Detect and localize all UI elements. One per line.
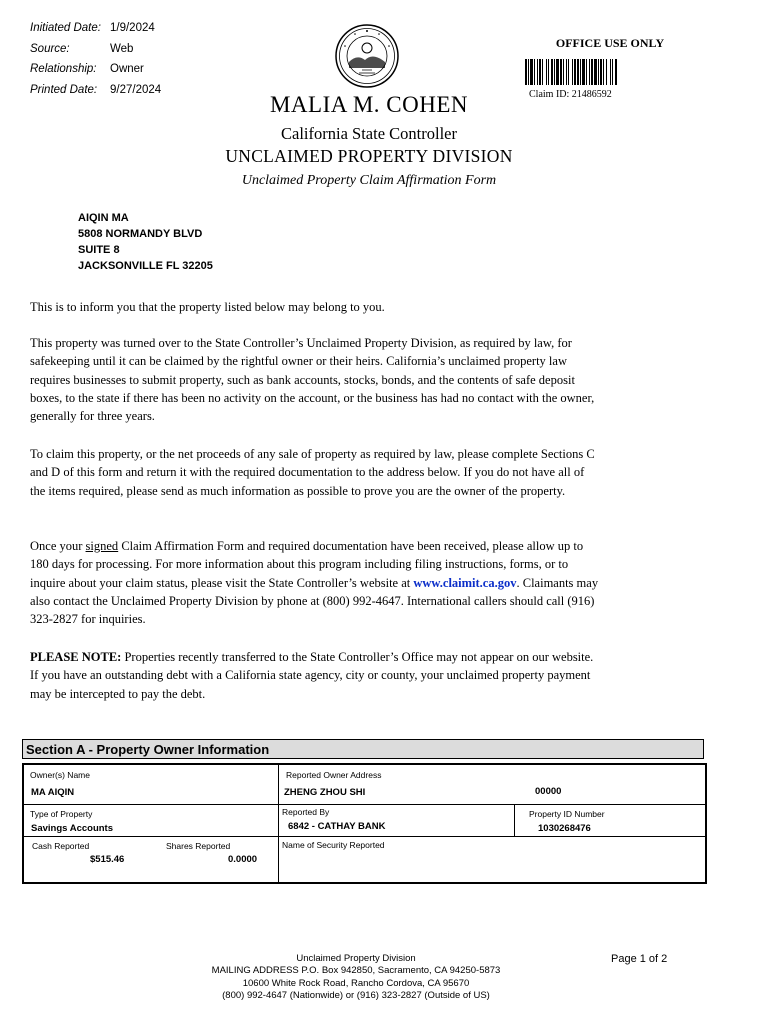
paragraph-processing: Once your signed Claim Affirmation Form and required documentation have been received, please allow up to 180 days for processing. For more information about this program including filing instructions, forms, or to inquire about your claim status, please visit the State Controller’s website at www.claimit.ca.gov. Claimants may also contact the Unclaimed Property Division by phone at (800) 992-4647. International callers should call (916) 323-2827 for inquiries. (30, 539, 599, 627)
footer-street-address: 10600 White Rock Road, Rancho Cordova, CA 95670 (242, 977, 470, 989)
reported-by-value: 6842 - CATHAY BANK (288, 821, 386, 832)
printed-date-label: Printed Date: (30, 83, 98, 96)
relationship-value: Owner (110, 63, 144, 75)
reported-address-zip: 00000 (535, 786, 562, 797)
owner-name-value: MA AIQIN (31, 787, 75, 798)
source-row (30, 43, 161, 64)
relationship-row (30, 63, 161, 84)
property-id-value: 1030268476 (538, 823, 591, 834)
recipient-city-state-zip: JACKSONVILLE FL 32205 (78, 260, 213, 272)
property-type-label: Type of Property (30, 809, 93, 819)
source-label: Source: (30, 42, 70, 55)
initiated-date-row (30, 22, 161, 43)
paragraph-how-to-claim: To claim this property, or the net proceeds of any sale of property as required by law, please complete Sections C and D of this form and return it with the required documentation to the address below. If you do not have all of the items required, please send as much information as possible to prove you are the owner of the property. (30, 447, 595, 498)
paragraph-please-note: PLEASE NOTE: Properties recently transferred to the State Controller’s Office may not appear on our website. If you have an outstanding debt with a California state agency, city or county, your unclaimed property payment may be intercepted to pay the debt. (30, 650, 594, 701)
shares-reported-value: 0.0000 (228, 854, 258, 865)
office-use-block (525, 36, 695, 100)
footer-division: Unclaimed Property Division (296, 953, 416, 964)
printed-date-row (30, 84, 161, 105)
section-a-table (22, 763, 707, 884)
cash-reported-value: $515.46 (90, 854, 125, 865)
cash-reported-label: Cash Reported (32, 841, 90, 851)
security-name-label: Name of Security Reported (282, 840, 385, 850)
claimit-website-link[interactable]: www.claimit.ca.gov (413, 575, 517, 590)
state-controller-seal-icon (335, 24, 399, 88)
relationship-label: Relationship: (30, 63, 97, 75)
source-value: Web (110, 42, 134, 55)
initiated-date-label: Initiated Date: (30, 22, 101, 34)
page-number: Page 1 of 2 (611, 953, 668, 965)
office-use-title: OFFICE USE ONLY (555, 36, 665, 50)
shares-reported-label: Shares Reported (166, 841, 231, 851)
footer-address (150, 953, 562, 1002)
recipient-address (78, 210, 213, 274)
reported-by-label: Reported By (282, 807, 330, 817)
recipient-name: AIQIN MA (78, 212, 129, 224)
paragraph-intro: This is to inform you that the property listed below may belong to you. (30, 300, 385, 314)
controller-title: California State Controller (281, 124, 457, 143)
form-title: Unclaimed Property Claim Affirmation Form (241, 173, 497, 188)
reported-address-label: Reported Owner Address (286, 770, 382, 780)
paragraph-property-info: This property was turned over to the State Controller’s Unclaimed Property Division, as required by law, for safekeeping until it can be claimed by the rightful owner or their heirs. California’s unclaimed property law requires businesses to submit property, such as bank accounts, stocks, bonds, and the contents of safe deposit boxes, to the state if there has been no activity on the account, or the business has had no contact with the owner, generally for three years. (30, 336, 595, 424)
reported-address-value: ZHENG ZHOU SHI (284, 787, 366, 798)
printed-date-value: 9/27/2024 (110, 83, 162, 96)
controller-name: MALIA M. COHEN (269, 92, 469, 117)
claim-id: Claim ID: 21486592 (529, 89, 612, 100)
recipient-address-line1: 5808 NORMANDY BLVD (78, 228, 203, 240)
recipient-address-line2: SUITE 8 (78, 244, 120, 256)
property-id-label: Property ID Number (529, 809, 605, 819)
please-note-label: PLEASE NOTE: (30, 650, 122, 664)
footer-mailing-address: MAILING ADDRESS P.O. Box 942850, Sacramento, CA 94250-5873 (211, 965, 501, 977)
division-title: UNCLAIMED PROPERTY DIVISION (225, 146, 513, 166)
property-type-value: Savings Accounts (31, 823, 114, 834)
initiated-date-value: 1/9/2024 (110, 22, 155, 34)
barcode-icon (525, 59, 693, 85)
section-a-header: Section A - Property Owner Information (22, 739, 704, 759)
footer-phone-numbers: (800) 992-4647 (Nationwide) or (916) 323-2827 (Outside of US) (222, 989, 490, 1001)
owner-name-label: Owner(s) Name (30, 770, 90, 780)
signed-emphasis: signed (85, 539, 119, 553)
claim-meta (30, 22, 161, 104)
